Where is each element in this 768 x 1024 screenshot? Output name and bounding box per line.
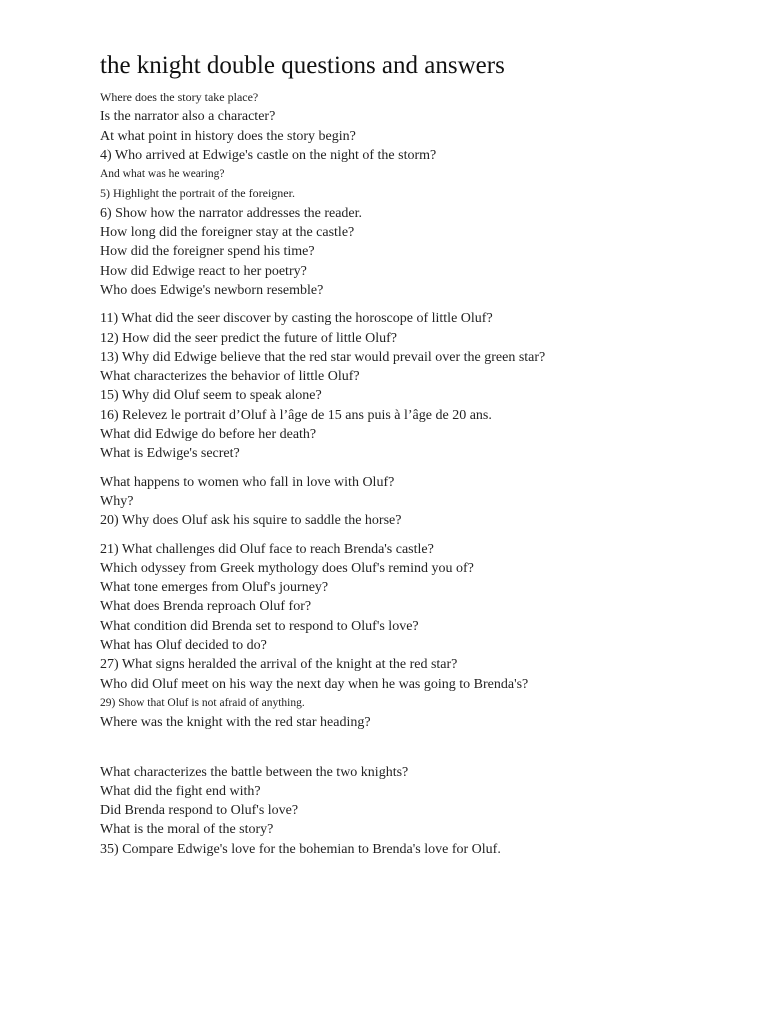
question-line: What happens to women who fall in love with Oluf? bbox=[100, 474, 395, 490]
paragraph-gap bbox=[100, 531, 740, 540]
question-line: 11) What did the seer discover by casting the horoscope of little Oluf? bbox=[100, 311, 493, 327]
question-group-2 bbox=[100, 309, 740, 463]
question-line: 16) Relevez le portrait d’Oluf à l’âge de 15 ans puis à l’âge de 20 ans. bbox=[100, 407, 492, 423]
question-line: Why? bbox=[100, 493, 134, 509]
question-line: Who does Edwige's newborn resemble? bbox=[100, 282, 324, 298]
question-line: What has Oluf decided to do? bbox=[100, 638, 267, 654]
question-line: 4) Who arrived at Edwige's castle on the night of the storm? bbox=[100, 147, 437, 163]
question-line: What characterizes the battle between the two knights? bbox=[100, 764, 409, 780]
question-line: Did Brenda respond to Oluf's love? bbox=[100, 803, 299, 819]
question-line: 5) Highlight the portrait of the foreigner. bbox=[100, 186, 295, 201]
paragraph-gap bbox=[100, 464, 740, 473]
question-line: Who did Oluf meet on his way the next day when he was going to Brenda's? bbox=[100, 676, 529, 692]
question-group-1 bbox=[100, 88, 740, 300]
question-group-4 bbox=[100, 540, 740, 733]
paragraph-gap bbox=[100, 300, 740, 309]
question-line: How did Edwige react to her poetry? bbox=[100, 263, 307, 279]
question-line: 21) What challenges did Oluf face to reach Brenda's castle? bbox=[100, 541, 434, 557]
question-line: What did Edwige do before her death? bbox=[100, 427, 317, 443]
question-line: And what was he wearing? bbox=[100, 168, 225, 181]
question-line: How long did the foreigner stay at the castle? bbox=[100, 225, 355, 241]
question-line: How did the foreigner spend his time? bbox=[100, 244, 315, 260]
question-line: What characterizes the behavior of little Oluf? bbox=[100, 369, 360, 385]
question-group-5 bbox=[100, 763, 740, 859]
question-line: At what point in history does the story begin? bbox=[100, 128, 356, 144]
question-group-3 bbox=[100, 473, 740, 531]
question-line: What is the moral of the story? bbox=[100, 822, 274, 838]
question-line: What condition did Brenda set to respond to Oluf's love? bbox=[100, 618, 419, 634]
question-line: 6) Show how the narrator addresses the reader. bbox=[100, 205, 363, 221]
question-line: 29) Show that Oluf is not afraid of anything. bbox=[100, 696, 305, 709]
page-title: the knight double questions and answers bbox=[100, 52, 505, 79]
question-line: What does Brenda reproach Oluf for? bbox=[100, 599, 312, 615]
question-line: Where does the story take place? bbox=[100, 90, 259, 104]
question-line: Where was the knight with the red star heading? bbox=[100, 715, 371, 731]
question-line: 12) How did the seer predict the future of little Oluf? bbox=[100, 330, 398, 346]
question-line: What did the fight end with? bbox=[100, 783, 261, 799]
question-line: Which odyssey from Greek mythology does Oluf's remind you of? bbox=[100, 560, 474, 576]
question-line: 15) Why did Oluf seem to speak alone? bbox=[100, 388, 322, 404]
document-page bbox=[100, 50, 740, 859]
question-line: 27) What signs heralded the arrival of the knight at the red star? bbox=[100, 657, 458, 673]
question-line: 20) Why does Oluf ask his squire to saddle the horse? bbox=[100, 513, 402, 529]
question-line: What is Edwige's secret? bbox=[100, 446, 240, 462]
paragraph-gap bbox=[100, 733, 740, 763]
question-line: 35) Compare Edwige's love for the bohemian to Brenda's love for Oluf. bbox=[100, 841, 501, 857]
question-line: What tone emerges from Oluf's journey? bbox=[100, 580, 329, 596]
question-line: Is the narrator also a character? bbox=[100, 109, 276, 125]
question-line: 13) Why did Edwige believe that the red star would prevail over the green star? bbox=[100, 349, 546, 365]
